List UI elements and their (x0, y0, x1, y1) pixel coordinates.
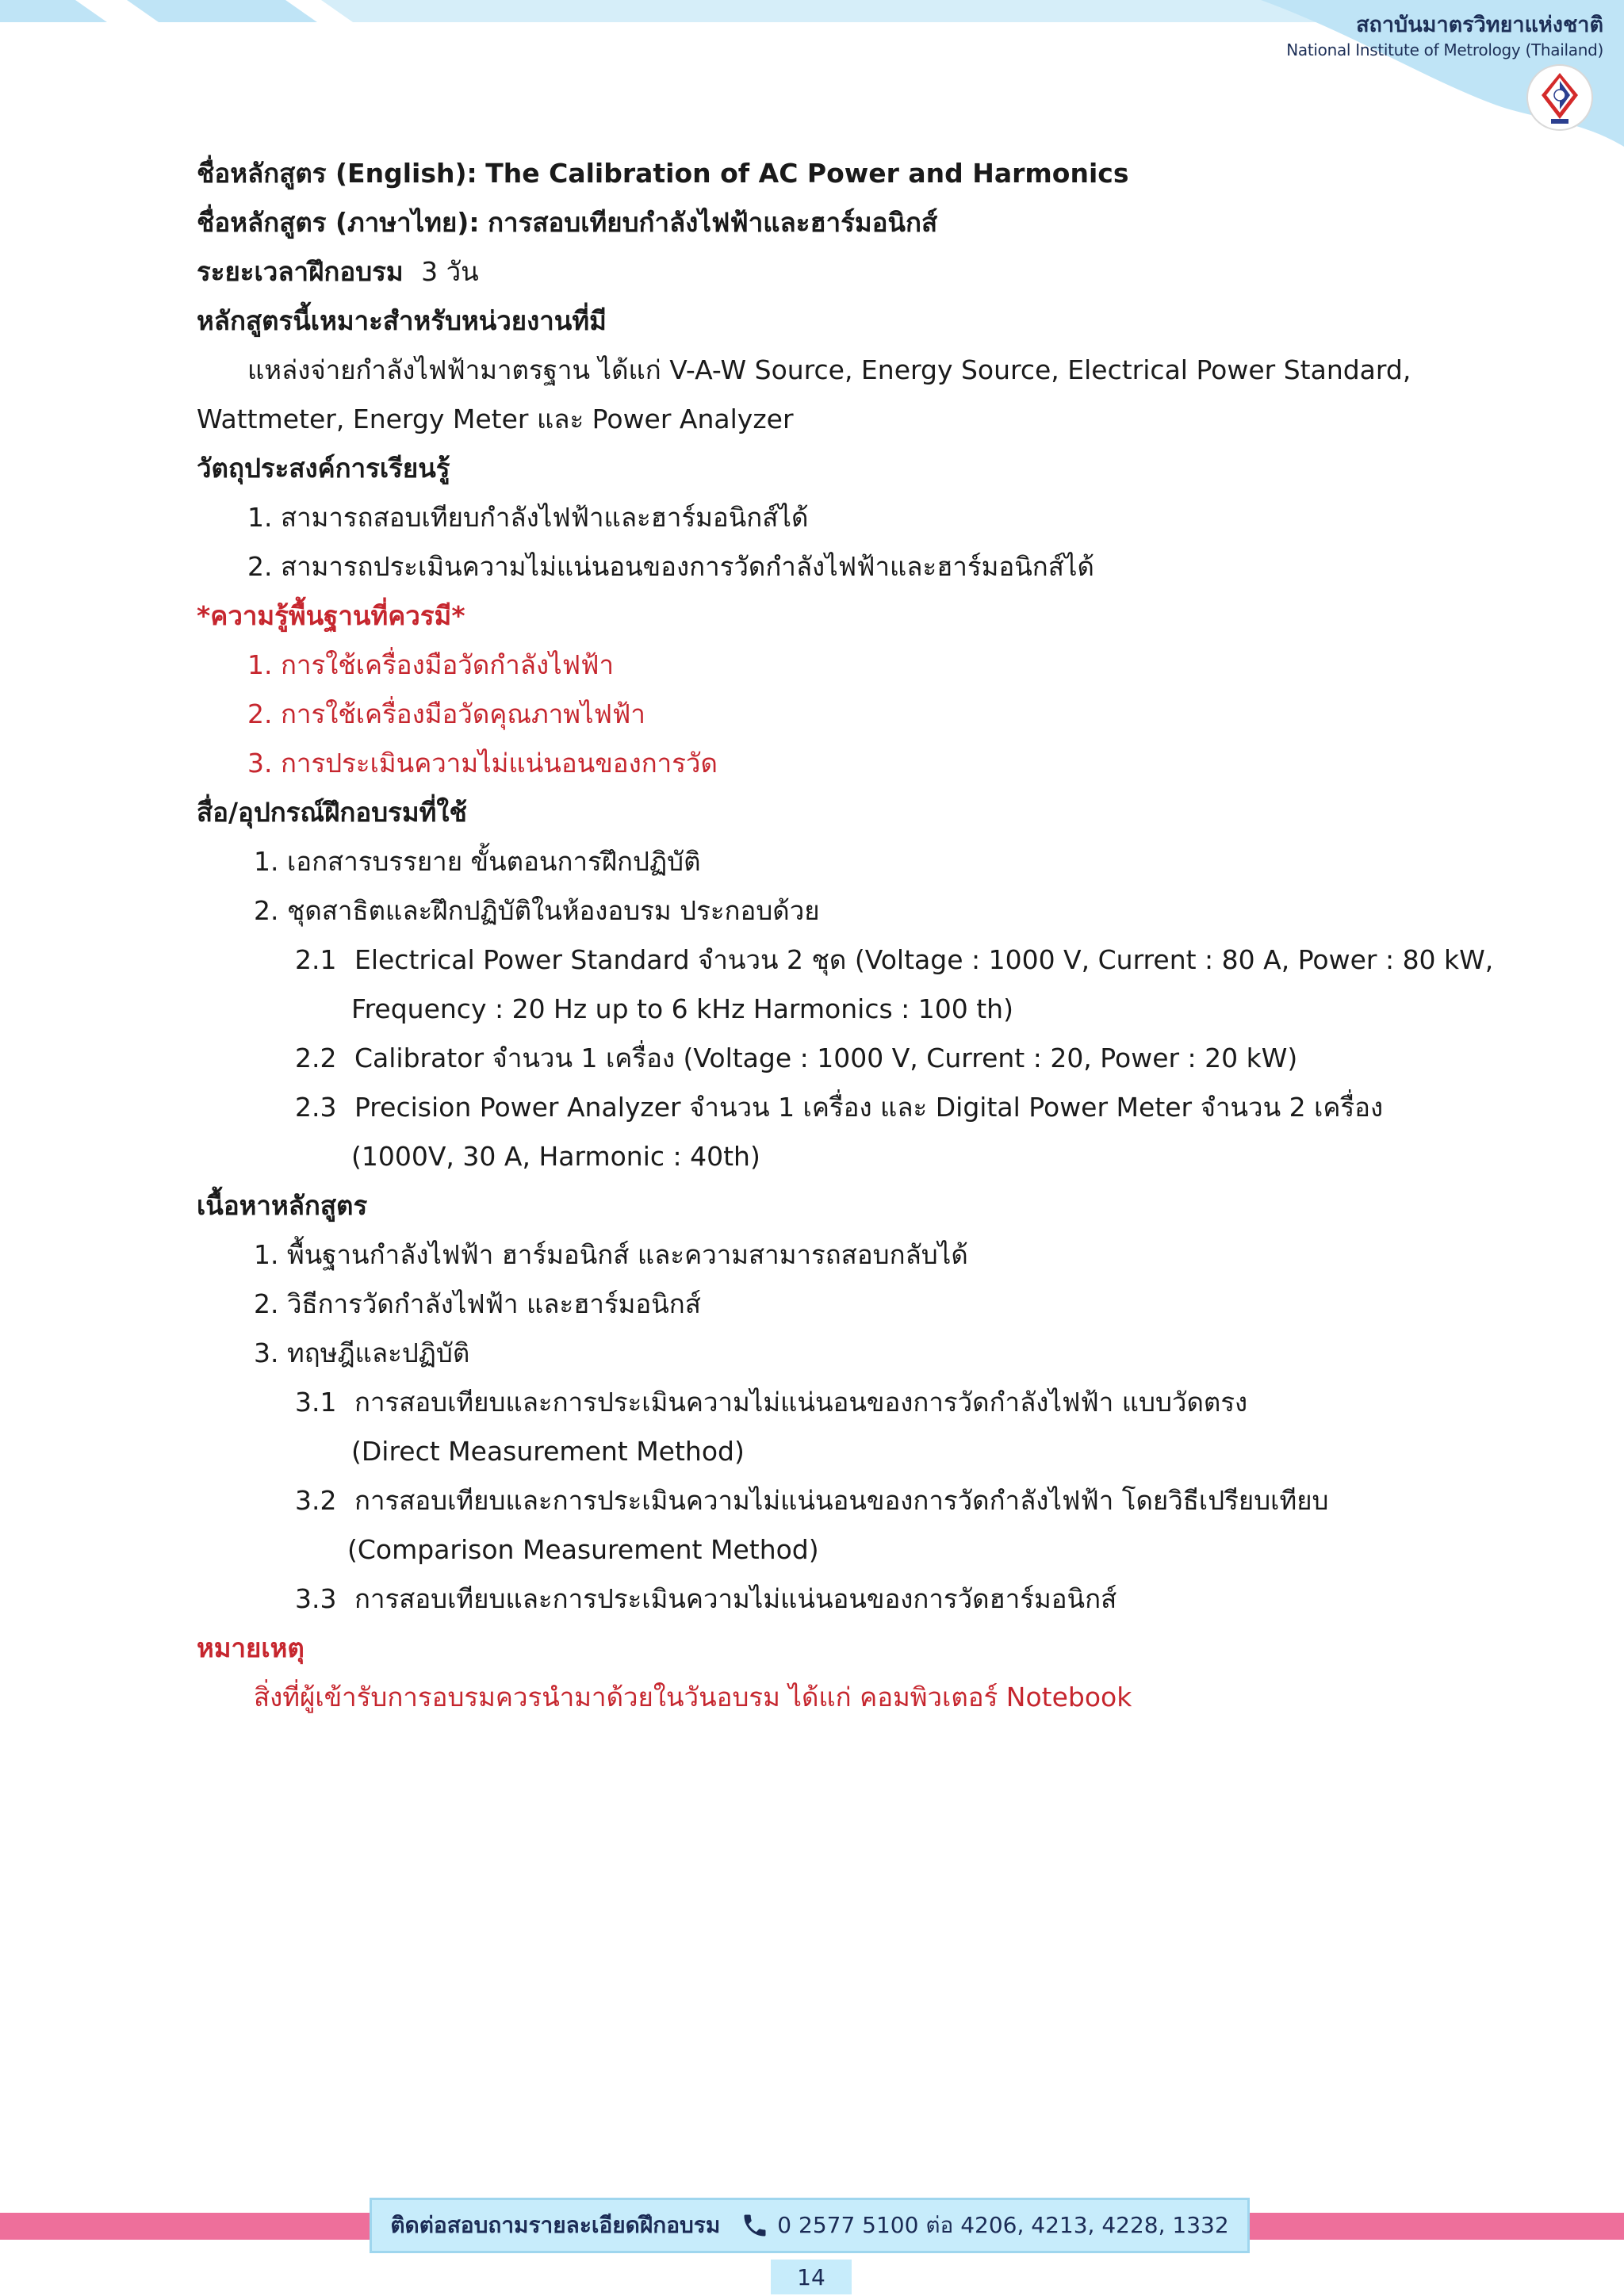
media-sub-item-cont: Frequency : 20 Hz up to 6 kHz Harmonics : 100 th) (351, 993, 1013, 1024)
sub-item-number: 2.3 (295, 1092, 337, 1123)
course-name-th-row (197, 198, 1465, 247)
contents-item: 1. พื้นฐานกำลังไฟฟ้า ฮาร์มอนิกส์ และความสามารถสอบกลับได้ (254, 1239, 968, 1270)
prerequisite-item: 3. การประเมินความไม่แน่นอนของการวัด (247, 748, 718, 779)
sub-item-text: การสอบเทียบและการประเมินความไม่แน่นอนของการวัดฮาร์มอนิกส์ (354, 1583, 1117, 1614)
contents-sub-item (197, 1378, 1465, 1427)
duration-value: 3 วัน (421, 256, 479, 287)
course-name-en: The Calibration of AC Power and Harmonics (485, 158, 1129, 189)
contact-label: ติดต่อสอบถามรายละเอียดฝึกอบรม (390, 2212, 721, 2238)
course-content (197, 149, 1494, 1722)
contact-phone: 0 2577 5100 ต่อ 4206, 4213, 4228, 1332 (777, 2212, 1229, 2238)
media-heading: สื่อ/อุปกรณ์ฝึกอบรมที่ใช้ (197, 797, 467, 828)
suitable-text-line1: แหล่งจ่ายกำลังไฟฟ้ามาตรฐาน ได้แก่ V-A-W Source, Energy Source, Electrical Power Standard, (247, 354, 1411, 385)
sub-item-number: 2.1 (295, 944, 337, 975)
objective-item: 2. สามารถประเมินความไม่แน่นอนของการวัดกำลังไฟฟ้าและฮาร์มอนิกส์ได้ (247, 551, 1094, 582)
contents-sub-item (197, 1575, 1465, 1624)
note-heading: หมายเหตุ (197, 1632, 304, 1663)
organization-name (1286, 11, 1603, 60)
org-name-thai: สถาบันมาตรวิทยาแห่งชาติ (1356, 13, 1603, 37)
contents-item: 3. ทฤษฎีและปฏิบัติ (254, 1337, 470, 1368)
media-item: 2. ชุดสาธิตและฝึกปฏิบัติในห้องอบรม ประกอบด้วย (254, 895, 820, 926)
media-sub-item (197, 936, 1494, 985)
course-name-th: การสอบเทียบกำลังไฟฟ้าและฮาร์มอนิกส์ (488, 207, 938, 238)
course-name-en-row (197, 149, 1465, 198)
prerequisite-item: 2. การใช้เครื่องมือวัดคุณภาพไฟฟ้า (247, 698, 645, 729)
sub-item-text: Calibrator จำนวน 1 เครื่อง (Voltage : 1000 V, Current : 20, Power : 20 kW) (354, 1043, 1298, 1073)
contents-sub-item-cont: (Direct Measurement Method) (351, 1436, 745, 1467)
page-number: 14 (771, 2260, 852, 2294)
sub-item-text: Electrical Power Standard จำนวน 2 ชุด (Voltage : 1000 V, Current : 80 A, Power : 80 kW, (354, 944, 1494, 975)
contents-sub-item (197, 1476, 1465, 1525)
sub-item-number: 3.2 (295, 1485, 337, 1516)
contents-heading: เนื้อหาหลักสูตร (197, 1190, 368, 1221)
media-sub-item (197, 1034, 1465, 1083)
suitable-heading: หลักสูตรนี้เหมาะสำหรับหน่วยงานที่มี (197, 305, 607, 336)
course-name-th-label: ชื่อหลักสูตร (ภาษาไทย): (197, 207, 480, 238)
nimt-logo-icon (1526, 63, 1594, 132)
note-text: สิ่งที่ผู้เข้ารับการอบรมควรนำมาด้วยในวันอบรม ได้แก่ คอมพิวเตอร์ Notebook (254, 1682, 1132, 1712)
suitable-text-line2: Wattmeter, Energy Meter และ Power Analyzer (197, 404, 794, 434)
sub-item-text: Precision Power Analyzer จำนวน 1 เครื่อง และ Digital Power Meter จำนวน 2 เครื่อง (354, 1092, 1384, 1123)
prerequisite-item: 1. การใช้เครื่องมือวัดกำลังไฟฟ้า (247, 649, 614, 680)
contents-item: 2. วิธีการวัดกำลังไฟฟ้า และฮาร์มอนิกส์ (254, 1288, 701, 1319)
org-name-english: National Institute of Metrology (Thailand) (1286, 40, 1603, 59)
media-item: 1. เอกสารบรรยาย ขั้นตอนการฝึกปฏิบัติ (254, 846, 701, 877)
footer-contact-box (370, 2198, 1250, 2253)
media-sub-item (197, 1083, 1465, 1132)
objectives-heading: วัตถุประสงค์การเรียนรู้ (197, 453, 450, 484)
duration-row (197, 247, 1465, 297)
duration-label: ระยะเวลาฝึกอบรม (197, 256, 404, 287)
sub-item-number: 2.2 (295, 1043, 337, 1073)
phone-icon (741, 2211, 769, 2240)
sub-item-text: การสอบเทียบและการประเมินความไม่แน่นอนของการวัดกำลังไฟฟ้า แบบวัดตรง (354, 1387, 1248, 1418)
objective-item: 1. สามารถสอบเทียบกำลังไฟฟ้าและฮาร์มอนิกส์ได้ (247, 502, 809, 533)
prerequisites-heading: *ความรู้พื้นฐานที่ควรมี* (197, 600, 465, 631)
sub-item-text: การสอบเทียบและการประเมินความไม่แน่นอนของการวัดกำลังไฟฟ้า โดยวิธีเปรียบเทียบ (354, 1485, 1329, 1516)
contents-sub-item-cont: (Comparison Measurement Method) (347, 1534, 819, 1565)
sub-item-number: 3.3 (295, 1583, 337, 1614)
media-sub-item-cont: (1000V, 30 A, Harmonic : 40th) (351, 1141, 760, 1172)
sub-item-number: 3.1 (295, 1387, 337, 1418)
course-name-en-label: ชื่อหลักสูตร (English): (197, 158, 477, 189)
